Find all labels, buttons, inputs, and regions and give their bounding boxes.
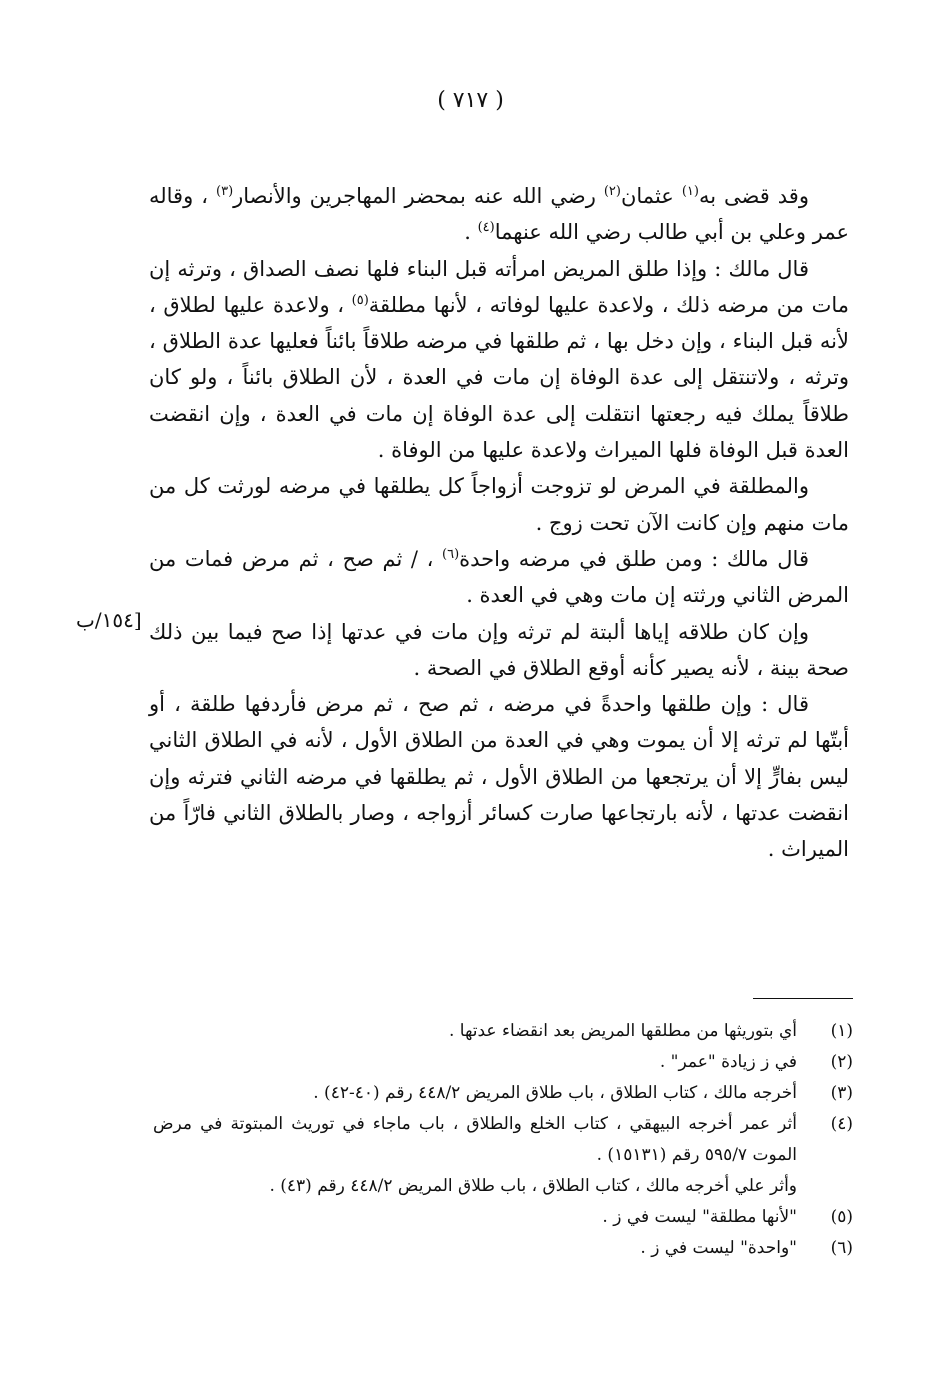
footnote-text: "واحدة" ليست في ز . — [640, 1238, 797, 1258]
text-run: قال : وإن طلقها واحدةً في مرضه ، ثم صح ، ثم مرض فأردفها طلقة ، أو أبتّها لم ترثه إلا أن يموت وهي في العدة من الطلاق الأول ، لأنه في الطلاق الثاني ليس بفارٍّ إلا أن يرتجعها من الطلاق الأول ، ثم يطلقها في مرضه الثاني فترثه وإن انقضت عدتها ، لأنه بارتجاعها صارت كسائر أزواجه ، وصار بالطلاق الثاني فارّاً من الميراث . — [149, 692, 849, 862]
text-run: رضي الله عنه بمحضر المهاجرين والأنصار — [233, 184, 604, 208]
footnote-number: (٦) — [830, 1238, 853, 1258]
footnote — [153, 1047, 853, 1078]
text-run: ، / ثم صح ، ثم مرض فمات من المرض الثاني ورثته إن مات وهي في العدة . — [149, 546, 849, 608]
footnote-ref: (٦) — [442, 546, 460, 562]
text-run: قال مالك : ومن طلق في مرضه واحدة — [459, 546, 809, 571]
text-run: ، ولاعدة عليها لطلاق ، لأنه قبل البناء ، وإن دخل بها ، ثم طلقها في مرضه طلاقاً بائناً فعليها عدة الطلاق ، وترثه ، ولاتنتقل إلى عدة الوفاة إن مات في العدة ، لأن الطلاق بائناً ، ولو كان طلاقاً يملك فيه رجعتها انتقلت إلى عدة الوفاة إن مات في العدة ، وإن انقضت العدة قبل الوفاة فلها الميراث ولاعدة عليها من الوفاة . — [149, 292, 849, 463]
text-run: وإن كان طلاقه إياها ألبتة لم ترثه وإن مات في عدتها إذا صح فيما بين ذلك صحة بينة ، لأنه يصير كأنه أوقع الطلاق في الصحة . — [149, 619, 849, 680]
footnote — [153, 1109, 853, 1171]
paragraph — [149, 541, 849, 614]
paragraph — [149, 614, 849, 687]
footnote-ref: (١) — [681, 184, 699, 199]
main-text — [149, 178, 849, 868]
paragraph — [149, 251, 849, 469]
footnote-separator — [753, 998, 853, 999]
footnote-number: (٤) — [830, 1114, 853, 1134]
text-run: والمطلقة في المرض لو تزوجت أزواجاً كل يطلقها في مرضه لورثت كل من مات منهم وإن كانت الآن تحت زوج . — [149, 474, 849, 535]
footnote-number: (٢) — [830, 1052, 853, 1072]
paragraph — [149, 178, 849, 251]
footnote-ref: (٥) — [351, 292, 369, 308]
footnote-ref: (٢) — [603, 184, 621, 199]
footnote-text: أي بتوريثها من مطلقها المريض بعد انقضاء عدتها . — [448, 1021, 797, 1041]
text-run: ، وقاله عمر وعلي بن أبي طالب رضي الله عنهما — [149, 184, 849, 245]
footnote-text: أثر عمر أخرجه البيهقي ، كتاب الخلع والطلاق ، باب ماجاء في توريث المبتوتة في مرض الموت ٥٩٥/٧ رقم (١٥١٣١) . — [153, 1114, 797, 1165]
footnote-number: (٥) — [830, 1207, 853, 1227]
paragraph — [149, 468, 849, 541]
footnote-text: "لأنها مطلقة" ليست في ز . — [602, 1207, 797, 1227]
text-run: . — [464, 220, 478, 245]
paragraph — [149, 686, 849, 867]
footnote-ref: (٣) — [216, 184, 234, 199]
footnote — [153, 1016, 853, 1047]
footnote-text: أخرجه مالك ، كتاب الطلاق ، باب طلاق المريض ٤٤٨/٢ رقم (٤٠-٤٢) . — [313, 1083, 797, 1103]
page-number: ( ٧١٧ ) — [437, 88, 504, 113]
footnote-ref: (٤) — [477, 220, 495, 236]
footnote — [153, 1078, 853, 1109]
footnote-continuation: وأثر علي أخرجه مالك ، كتاب الطلاق ، باب طلاق المريض ٤٤٨/٢ رقم (٤٣) . — [269, 1176, 797, 1196]
footnote-text: في ز زيادة "عمر" . — [659, 1052, 797, 1072]
text-run: وقد قضى به — [698, 184, 809, 208]
footnote — [153, 1202, 853, 1233]
footnote — [153, 1233, 853, 1264]
footnote-number: (٣) — [830, 1083, 853, 1103]
text-run: عثمان — [620, 184, 682, 208]
footnotes — [153, 1016, 853, 1264]
footnote-number: (١) — [830, 1021, 853, 1041]
text-run: قال مالك : وإذا طلق المريض امرأته قبل البناء فلها نصف الصداق ، وترثه إن مات من مرضه ذلك ، ولاعدة عليها لوفاته ، لأنها مطلقة — [149, 256, 849, 317]
manuscript-folio-note: [١٥٤/ب — [76, 608, 142, 632]
